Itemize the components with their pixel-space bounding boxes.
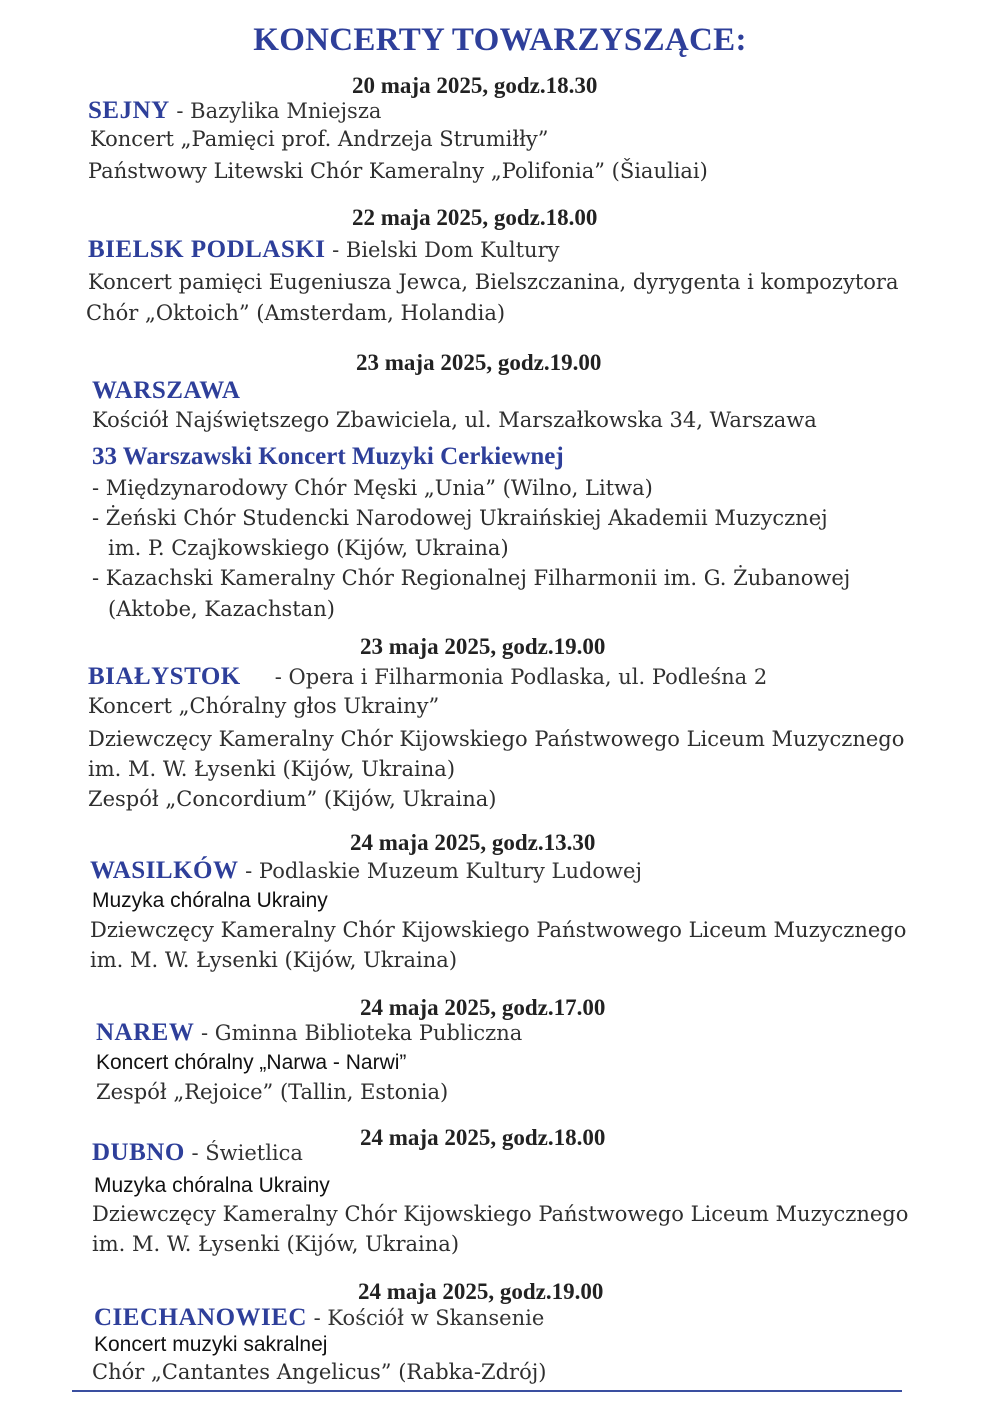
bottom-divider — [72, 1390, 902, 1392]
event-date: 20 maja 2025, godz.18.30 — [352, 73, 598, 98]
event-heading — [92, 1140, 303, 1165]
event-date: 23 maja 2025, godz.19.00 — [360, 634, 606, 659]
event-heading — [94, 1305, 544, 1330]
event-subtitle: 33 Warszawski Koncert Muzyki Cerkiewnej — [92, 443, 564, 470]
event-date: 24 maja 2025, godz.19.00 — [358, 1279, 604, 1304]
event-venue: - Gminna Biblioteka Publiczna — [194, 1021, 523, 1045]
event-heading — [88, 237, 559, 262]
event-city: WASILKÓW — [90, 857, 239, 884]
event-venue: - Opera i Filharmonia Podlaska, ul. Podleśna 2 — [274, 665, 768, 689]
event-heading — [88, 98, 381, 123]
event-date: 22 maja 2025, godz.18.00 — [352, 205, 598, 230]
event-date: 23 maja 2025, godz.19.00 — [356, 350, 602, 375]
event-date: 24 maja 2025, godz.13.30 — [350, 830, 596, 855]
event-line: Dziewczęcy Kameralny Chór Kijowskiego Państwowego Liceum Muzycznego — [90, 918, 907, 942]
event-line: Państwowy Litewski Chór Kameralny „Polifonia” (Šiauliai) — [88, 159, 708, 183]
event-line: Chór „Oktoich” (Amsterdam, Holandia) — [86, 301, 506, 325]
event-city: BIELSK PODLASKI — [88, 236, 326, 263]
event-program: Koncert muzyki sakralnej — [94, 1333, 328, 1356]
event-line: im. P. Czajkowskiego (Kijów, Ukraina) — [108, 536, 509, 560]
event-city: NAREW — [96, 1019, 195, 1046]
event-program: Muzyka chóralna Ukrainy — [94, 1174, 330, 1197]
event-line: (Aktobe, Kazachstan) — [108, 597, 335, 621]
event-city: BIAŁYSTOK — [88, 663, 241, 690]
page-title: KONCERTY TOWARZYSZĄCE: — [253, 22, 747, 58]
event-heading — [96, 1020, 522, 1045]
event-line: Chór „Cantantes Angelicus” (Rabka-Zdrój) — [92, 1360, 547, 1384]
event-city: SEJNY — [88, 97, 170, 124]
event-line: Dziewczęcy Kameralny Chór Kijowskiego Państwowego Liceum Muzycznego — [88, 727, 905, 751]
event-venue: - Bielski Dom Kultury — [325, 238, 560, 262]
event-line: Koncert „Pamięci prof. Andrzeja Strumiłły” — [90, 127, 549, 151]
event-venue: - Świetlica — [184, 1141, 303, 1165]
event-line: - Międzynarodowy Chór Męski „Unia” (Wilno, Litwa) — [92, 476, 653, 500]
event-program: Koncert chóralny „Narwa - Narwi” — [96, 1051, 407, 1074]
event-date: 24 maja 2025, godz.17.00 — [360, 995, 606, 1020]
event-line: im. M. W. Łysenki (Kijów, Ukraina) — [88, 757, 456, 781]
event-line: - Żeński Chór Studencki Narodowej Ukraińskiej Akademii Muzycznej — [92, 506, 828, 530]
event-line: Dziewczęcy Kameralny Chór Kijowskiego Państwowego Liceum Muzycznego — [92, 1202, 909, 1226]
event-program: Muzyka chóralna Ukrainy — [92, 889, 328, 912]
event-line: im. M. W. Łysenki (Kijów, Ukraina) — [92, 1232, 460, 1256]
event-heading — [88, 664, 767, 689]
event-venue: - Bazylika Mniejsza — [169, 99, 382, 123]
event-venue: - Podlaskie Muzeum Kultury Ludowej — [238, 859, 642, 883]
event-line: Koncert „Chóralny głos Ukrainy” — [88, 694, 440, 718]
event-line: Zespół „Concordium” (Kijów, Ukraina) — [88, 787, 497, 811]
event-line: - Kazachski Kameralny Chór Regionalnej Filharmonii im. G. Żubanowej — [92, 566, 851, 590]
event-city: WARSZAWA — [92, 377, 241, 404]
event-line: Zespół „Rejoice” (Tallin, Estonia) — [96, 1080, 449, 1104]
event-city: CIECHANOWIEC — [94, 1304, 307, 1331]
event-venue: Kościół Najświętszego Zbawiciela, ul. Marszałkowska 34, Warszawa — [92, 408, 817, 432]
event-line: Koncert pamięci Eugeniusza Jewca, Bielszczanina, dyrygenta i kompozytora — [88, 270, 899, 294]
event-line: im. M. W. Łysenki (Kijów, Ukraina) — [90, 948, 458, 972]
event-heading — [90, 858, 642, 883]
event-venue: - Kościół w Skansenie — [306, 1306, 545, 1330]
event-date: 24 maja 2025, godz.18.00 — [360, 1125, 606, 1150]
event-city: DUBNO — [92, 1139, 185, 1166]
